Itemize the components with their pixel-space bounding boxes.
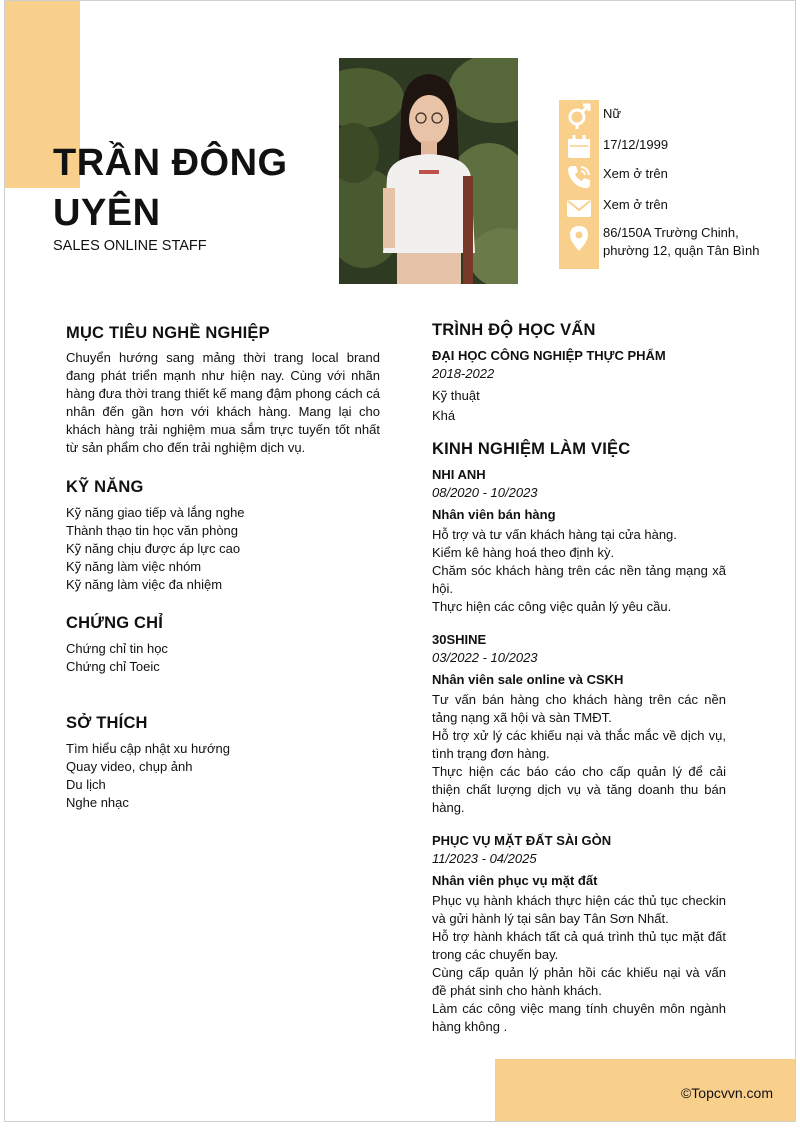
education-major: Kỹ thuật bbox=[432, 388, 480, 403]
job-duty: Chăm sóc khách hàng trên các nền tảng mạng xã hội. bbox=[432, 563, 726, 596]
list-item: Thành thạo tin học văn phòng bbox=[66, 523, 239, 538]
list-item: Kỹ năng giao tiếp và lắng nghe bbox=[66, 505, 245, 520]
list-item: Chứng chỉ tin học bbox=[66, 641, 168, 656]
job-duty: Phục vụ hành khách thực hiện các thủ tục checkin và gửi hành lý tại sân bay Tân Sơn Nhất. bbox=[432, 893, 726, 926]
contact-icon-strip bbox=[559, 100, 599, 269]
job-period: 11/2023 - 04/2025 bbox=[432, 851, 537, 866]
list-item: Chứng chỉ Toeic bbox=[66, 659, 160, 674]
list-item: Nghe nhạc bbox=[66, 795, 129, 810]
job-duty: Làm các công việc mang tính chuyên môn ngành hàng không . bbox=[432, 1001, 726, 1034]
full-name bbox=[53, 138, 333, 238]
profile-photo bbox=[339, 58, 518, 284]
job-company: PHỤC VỤ MẶT ĐẤT SÀI GÒN bbox=[432, 833, 612, 848]
job-entry bbox=[432, 631, 726, 817]
skills-list bbox=[66, 504, 380, 594]
objective-heading: MỤC TIÊU NGHỀ NGHIỆP bbox=[66, 324, 270, 342]
list-item: Kỹ năng chịu được áp lực cao bbox=[66, 541, 241, 556]
contact-gender: Nữ bbox=[603, 106, 622, 121]
gender-icon bbox=[565, 102, 593, 130]
contact-birthday: 17/12/1999 bbox=[603, 137, 669, 152]
job-entry bbox=[432, 466, 726, 616]
job-duty: Thực hiện các báo cáo cho cấp quản lý để cải thiện chất lượng dịch vụ và tăng doanh thu bán hàng. bbox=[432, 764, 726, 815]
job-title: SALES ONLINE STAFF bbox=[53, 238, 207, 254]
job-duty: Cùng cấp quản lý phản hồi các khiếu nại và vấn đề phát sinh cho hành khách. bbox=[432, 965, 726, 998]
list-item: Du lịch bbox=[66, 777, 106, 792]
address-line-2: phường 12, quận Tân Bình bbox=[603, 243, 760, 258]
job-role: Nhân viên sale online và CSKH bbox=[432, 672, 624, 687]
job-period: 08/2020 - 10/2023 bbox=[432, 485, 538, 500]
job-role: Nhân viên phục vụ mặt đất bbox=[432, 873, 598, 888]
name-line-1: TRẦN ĐÔNG bbox=[53, 142, 288, 184]
email-icon bbox=[565, 194, 593, 222]
school-name: ĐẠI HỌC CÔNG NGHIỆP THỰC PHẨM bbox=[432, 348, 666, 363]
education-grade: Khá bbox=[432, 408, 456, 423]
job-role: Nhân viên bán hàng bbox=[432, 507, 556, 522]
contact-email: Xem ở trên bbox=[603, 197, 668, 212]
copyright-text: ©Topcvvn.com bbox=[680, 1085, 773, 1101]
job-duty: Tư vấn bán hàng cho khách hàng trên các nền tảng nạng xã hội và sàn TMĐT. bbox=[432, 692, 726, 725]
certificates-heading: CHỨNG CHỈ bbox=[66, 614, 164, 632]
job-duty: Thực hiện các công việc quản lý yêu cầu. bbox=[432, 599, 672, 614]
certificates-list bbox=[66, 640, 380, 676]
hobbies-section bbox=[66, 714, 380, 812]
skills-section bbox=[66, 478, 380, 594]
education-section bbox=[432, 321, 726, 425]
job-duty: Hỗ trợ xử lý các khiếu nại và thắc mắc về dịch vụ, tình trạng đơn hàng. bbox=[432, 728, 726, 761]
location-icon bbox=[565, 224, 593, 252]
job-duty: Hỗ trợ và tư vấn khách hàng tại cửa hàng. bbox=[432, 527, 677, 542]
hobbies-list bbox=[66, 740, 380, 812]
job-entry bbox=[432, 832, 726, 1036]
certificates-section bbox=[66, 614, 380, 676]
skills-heading: KỸ NĂNG bbox=[66, 478, 144, 496]
calendar-icon bbox=[565, 133, 593, 161]
list-item: Kỹ năng làm việc nhóm bbox=[66, 559, 202, 574]
education-heading: TRÌNH ĐỘ HỌC VẤN bbox=[432, 321, 596, 339]
job-duty: Hỗ trợ hành khách tất cả quá trình thủ tục mặt đất trong các chuyến bay. bbox=[432, 929, 726, 962]
name-line-2: UYÊN bbox=[53, 192, 161, 234]
contact-phone: Xem ở trên bbox=[603, 166, 668, 181]
list-item: Quay video, chụp ảnh bbox=[66, 759, 193, 774]
experience-heading: KINH NGHIỆM LÀM VIỆC bbox=[432, 440, 631, 458]
list-item: Kỹ năng làm việc đa nhiệm bbox=[66, 577, 223, 592]
address-line-1: 86/150A Trường Chinh, bbox=[603, 225, 739, 240]
experience-section bbox=[432, 440, 726, 1036]
objective-section bbox=[66, 324, 380, 457]
job-period: 03/2022 - 10/2023 bbox=[432, 650, 538, 665]
job-company: NHI ANH bbox=[432, 467, 486, 482]
contact-address bbox=[603, 224, 760, 260]
job-company: 30SHINE bbox=[432, 632, 487, 647]
resume-page bbox=[4, 0, 796, 1122]
list-item: Tìm hiểu cập nhật xu hướng bbox=[66, 741, 230, 756]
objective-text: Chuyển hướng sang mảng thời trang local brand đang phát triển mạnh như hiện nay. Cùng với nhãn hàng đưa thời trang thiết kế mang đậm phong cách cá nhân đến gần hơn với khách hàng. Mang lại cho khách hàng trải nghiệm mua sắm trực tuyến tốt nhất từ sản phẩm cho đến trải nghiệm dịch vụ. bbox=[66, 350, 380, 455]
education-period: 2018-2022 bbox=[432, 366, 495, 381]
job-duty: Kiểm kê hàng hoá theo định kỳ. bbox=[432, 545, 615, 560]
hobbies-heading: SỞ THÍCH bbox=[66, 714, 148, 732]
phone-icon bbox=[565, 163, 593, 191]
